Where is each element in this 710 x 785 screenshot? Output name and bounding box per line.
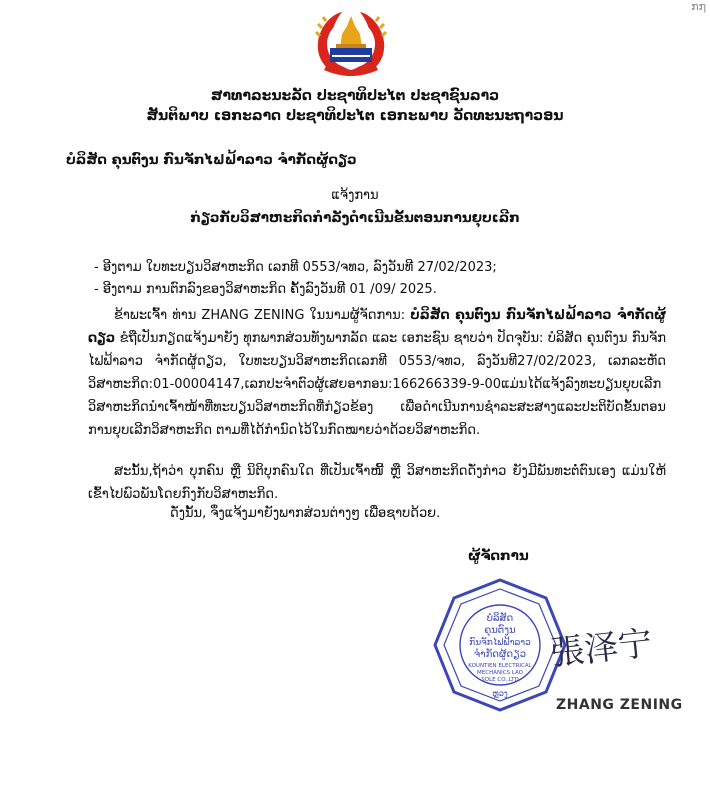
seal-line-4: ຈຳກັດຜູ້ດຽວ xyxy=(473,649,527,660)
header-line-2: ສັນຕິພາບ ເອກະລາດ ປະຊາທິປະໄຕ ເອກະພາບ ວັດທະນະຖາວອນ xyxy=(146,108,564,124)
paragraph-1-intro: ຂ້າພະເຈົ້າ ທ່ານ ZHANG ZENING ໃນນາມຜູ້ຈັດການ: xyxy=(114,308,411,323)
seal-english-1: KOUNTIEN ELECTRICAL xyxy=(468,663,532,669)
notice-subject: ກ່ຽວກັບວິສາຫະກິດກຳລັງດຳເນີນຂັ້ນຕອນການຍຸບເລີກ xyxy=(190,210,520,226)
seal-line-1: ບໍລິສັດ xyxy=(486,613,514,624)
seal-number: ຫຼວງ xyxy=(492,689,508,698)
header-line-1: ສາທາລະນະລັດ ປະຊາທິປະໄຕ ປະຊາຊົນລາວ xyxy=(210,88,500,104)
corner-mark: ກ໗ xyxy=(691,0,706,13)
seal-english-3: SOLE CO.,LTD xyxy=(481,677,519,683)
paragraph-1-company: ບໍລິສັດ ຄຸນຕົງນ ກົນຈັກໄຟຟ້າລາວ ຈຳກັດຜູ້ດຽວ xyxy=(88,308,666,346)
company-name: ບໍລິສັດ ຄຸນຕົງນ ກົນຈັກໄຟຟ້າລາວ ຈຳກັດຜູ້ດຽວ xyxy=(66,152,357,168)
signature-strokes: 張泽宁 xyxy=(548,623,655,674)
body-paragraph-1 xyxy=(88,304,666,442)
reference-2: - ອີງຕາມ ການຕົກລົງຂອງວິສາຫະກິດ ຄັ້ງລົງວັນທີ 01 /09/ 2025. xyxy=(94,282,437,297)
handwritten-signature xyxy=(548,617,655,677)
body-paragraph-3: ດັ່ງນັ້ນ, ຈຶ່ງແຈ້ງມາຍັງພາກສ່ວນຕ່າງໆ ເພື່ອຊາບດ້ວຍ. xyxy=(170,506,441,521)
seal-english-2: MECHANICS LAO xyxy=(477,670,523,676)
seal-line-2: ຄຸນຕົງນ xyxy=(484,625,516,636)
manager-title: ຜູ້ຈັດການ xyxy=(468,548,529,564)
signatory-name: ZHANG ZENING xyxy=(556,697,683,713)
notice-title: ແຈ້ງການ xyxy=(331,188,379,203)
paragraph-1-rest: ຂໍຖືເປັນກຽດແຈ້ງມາຍັງ ທຸກພາກສ່ວນທັງພາກລັດ ແລະ ເອກະຊົນ ຊາບວ່າ ປັດຈຸບັນ: ບໍລິສັດ ຄຸນຕົງນ ກົນຈັກໄຟຟ້າລາວ ຈຳກັດຜູ້ດຽວ, ໃບທະບຽນວິສາຫະກິດເລກທີ 0553/ຈທວ, ລົງວັນທີ27/02/2023, ເລກລະຫັດວິສາຫະກິດ:01-00004147,ເລກປະຈຳຕົວຜູ້ເສຍອາກອນ:166266339-9-00ແມ່ນໄດ້ແຈ້ງລົງທະບຽນຍຸບເລີກວິສາຫະກິດນຳເຈົ້າໜ້າທີ່ທະບຽນວິສາຫະກິດທີ່ກ່ຽວຂ້ອງ ເພື່ອດຳເນີນການຊຳລະສະສາງແລະປະຕິບັດຂັ້ນຕອນການຍຸບເລີກວິສາຫະກິດ ຕາມທີ່ໄດ້ກຳນົດໄວ້ໃນກົດໝາຍວ່າດ້ວຍວິສາຫະກິດ. xyxy=(88,331,666,438)
seal-line-3: ກົນຈັກໄຟຟ້າລາວ xyxy=(469,638,531,648)
body-paragraph-2: ສະນັ້ນ,ຖ້າວ່າ ບຸກຄົນ ຫຼື ນິຕິບຸກຄົນໃດ ທີ່ເປັນເຈົ້າໜີ້ ຫຼື ວິສາຫະກິດດັ່ງກ່າວ ຍັງມີພັນທະຕໍ່ຕົນເອງ ແມ່ນໃຫ້ເຂົ້າໄປພົວພັນໂດຍກົງກັບວິສາຫະກິດ. xyxy=(88,464,666,502)
lao-national-emblem xyxy=(310,6,392,82)
reference-1: - ອີງຕາມ ໃບທະບຽນວິສາຫະກິດ ເລກທີ 0553/ຈທວ, ລົງວັນທີ 27/02/2023; xyxy=(94,260,497,275)
